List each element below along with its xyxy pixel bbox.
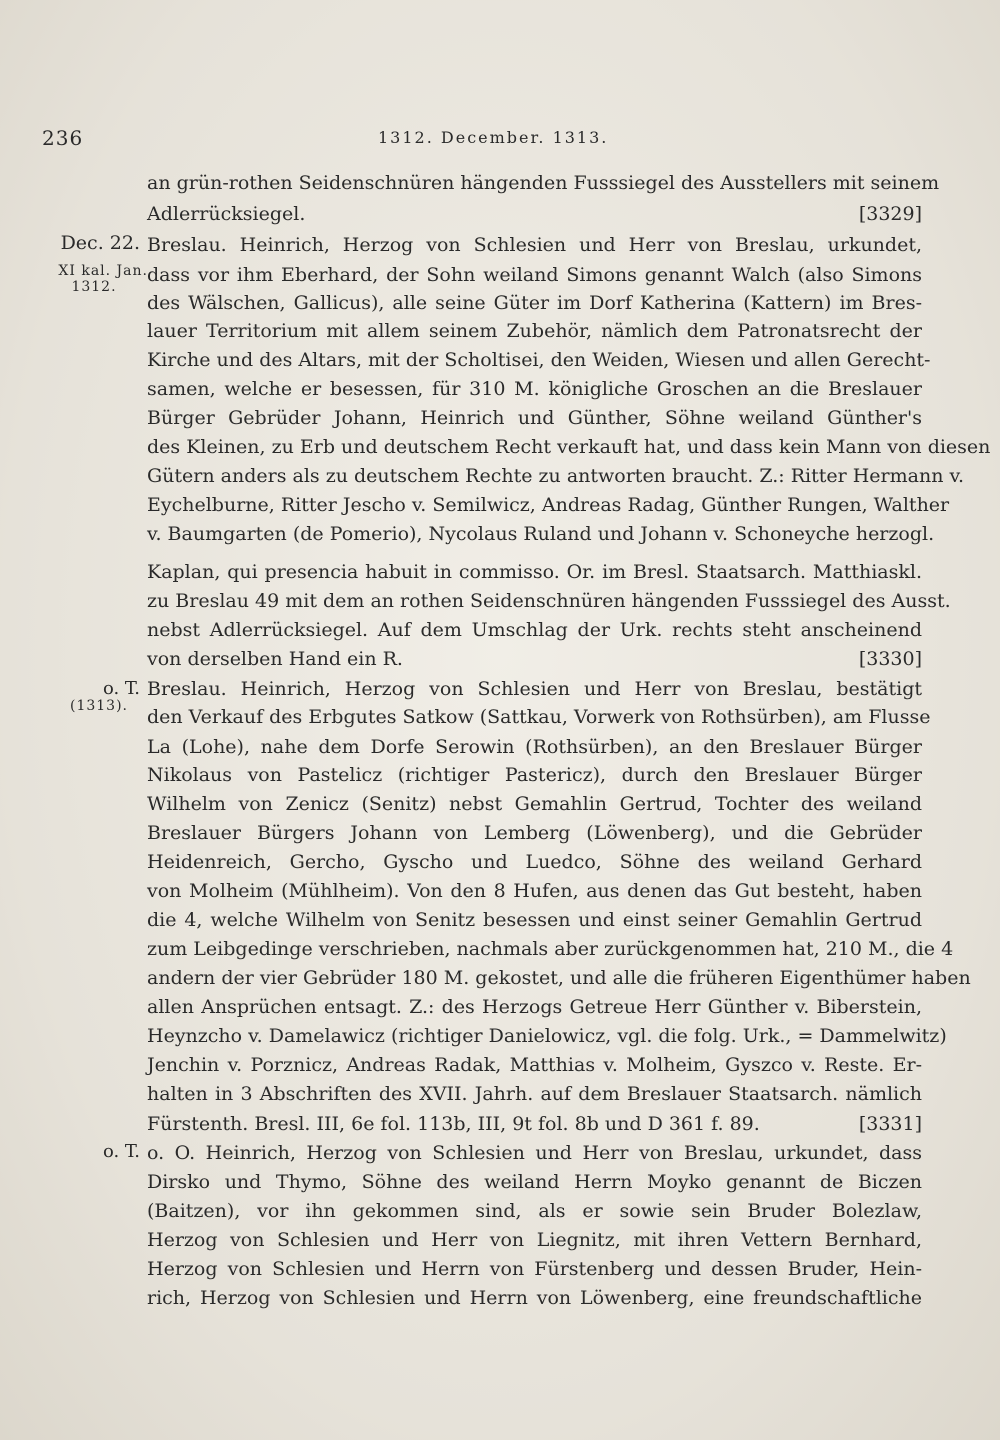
document-number: [3330]	[858, 648, 922, 670]
text-line: nebst Adlerrücksiegel. Auf dem Umschlag der Urk. rechts steht anscheinend	[147, 619, 922, 641]
text-line: Herzog von Schlesien und Herrn von Fürstenberg und dessen Bruder, Hein-	[147, 1258, 922, 1280]
margin-kal-3330: XI kal. Jan.	[58, 263, 148, 279]
text-line: halten in 3 Abschriften des XVII. Jahrh. auf dem Breslauer Staatsarch. nämlich	[147, 1083, 922, 1105]
text-line: (Baitzen), vor ihn gekommen sind, als er sowie sein Bruder Bolezlaw,	[147, 1200, 922, 1222]
text-line: die 4, welche Wilhelm von Senitz besessen und einst seiner Gemahlin Gertrud	[147, 909, 922, 931]
text-line-content: von derselben Hand ein R.	[147, 648, 403, 670]
margin-year-3331: (1313).	[69, 698, 128, 714]
text-line: Nikolaus von Pastelicz (richtiger Pastericz), durch den Breslauer Bürger	[147, 764, 922, 786]
document-number: [3331]	[858, 1113, 922, 1135]
document-number: [3329]	[858, 203, 922, 225]
text-line: Heidenreich, Gercho, Gyscho und Luedco, Söhne des weiland Gerhard	[147, 851, 922, 873]
text-line: v. Baumgarten (de Pomerio), Nycolaus Ruland und Johann v. Schoneyche herzogl.	[147, 523, 935, 545]
text-line: Gütern anders als zu deutschem Rechte zu antworten braucht. Z.: Ritter Hermann v.	[147, 465, 964, 487]
margin-ot-3331: o. T.	[102, 678, 140, 699]
text-line	[147, 646, 922, 672]
text-line: des Wälschen, Gallicus), alle seine Güter im Dorf Katherina (Kattern) im Bres-	[147, 292, 922, 314]
text-line: Dirsko und Thymo, Söhne des weiland Herrn Moyko genannt de Biczen	[147, 1171, 922, 1193]
margin-year-3330: 1312.	[71, 279, 117, 295]
text-line: Herzog von Schlesien und Herr von Liegnitz, mit ihren Vettern Bernhard,	[147, 1229, 922, 1251]
text-line: den Verkauf des Erbgutes Satkow (Sattkau, Vorwerk von Rothsürben), am Flusse	[147, 706, 931, 728]
page-header	[42, 126, 922, 154]
text-line: des Kleinen, zu Erb und deutschem Recht verkauft hat, und dass kein Mann von diesen	[147, 436, 991, 458]
text-line: zum Leibgedinge verschrieben, nachmals aber zurückgenommen hat, 210 M., die 4	[147, 938, 954, 960]
text-line: o. O. Heinrich, Herzog von Schlesien und Herr von Breslau, urkundet, dass	[147, 1142, 922, 1164]
text-line: Kirche und des Altars, mit der Scholtisei, den Weiden, Wiesen und allen Gerecht-	[147, 349, 931, 371]
text-line: dass vor ihm Eberhard, der Sohn weiland Simons genannt Walch (also Simons	[147, 264, 922, 286]
text-line: Wilhelm von Zenicz (Senitz) nebst Gemahlin Gertrud, Tochter des weiland	[147, 793, 922, 815]
text-line-content: Fürstenth. Bresl. III, 6e fol. 113b, III, 9t fol. 8b und D 361 f. 89.	[147, 1113, 760, 1135]
running-title: 1312. December. 1313.	[378, 128, 609, 147]
text-line: lauer Territorium mit allem seinem Zubehör, nämlich dem Patronatsrecht der	[147, 320, 922, 342]
text-line: Heynzcho v. Damelawicz (richtiger Danielowicz, vgl. die folg. Urk., = Dammelwitz)	[147, 1025, 947, 1047]
text-line: samen, welche er besessen, für 310 M. königliche Groschen an die Breslauer	[147, 378, 922, 400]
text-line: andern der vier Gebrüder 180 M. gekostet, und alle die früheren Eigenthümer haben	[147, 967, 971, 989]
text-line: Breslau. Heinrich, Herzog von Schlesien und Herr von Breslau, urkundet,	[147, 234, 922, 256]
text-line: an grün-rothen Seidenschnüren hängenden Fusssiegel des Ausstellers mit seinem	[147, 172, 940, 194]
text-line	[147, 1111, 922, 1137]
text-line: Eychelburne, Ritter Jescho v. Semilwicz, Andreas Radag, Günther Rungen, Walther	[147, 494, 950, 516]
text-line-content: Adlerrücksiegel.	[147, 203, 306, 225]
text-line: Breslauer Bürgers Johann von Lemberg (Löwenberg), und die Gebrüder	[147, 822, 922, 844]
text-line: von Molheim (Mühlheim). Von den 8 Hufen, aus denen das Gut besteht, haben	[147, 880, 922, 902]
text-line: Breslau. Heinrich, Herzog von Schlesien und Herr von Breslau, bestätigt	[147, 678, 922, 700]
text-line: Kaplan, qui presencia habuit in commisso. Or. im Bresl. Staatsarch. Matthiaskl.	[147, 561, 922, 583]
text-line: Bürger Gebrüder Johann, Heinrich und Günther, Söhne weiland Günther's	[147, 407, 922, 429]
text-line: rich, Herzog von Schlesien und Herrn von Löwenberg, eine freundschaftliche	[147, 1287, 922, 1309]
text-line: Jenchin v. Porznicz, Andreas Radak, Matthias v. Molheim, Gyszco v. Reste. Er-	[147, 1054, 922, 1076]
text-line: La (Lohe), nahe dem Dorfe Serowin (Rothsürben), an den Breslauer Bürger	[147, 736, 922, 758]
text-line: zu Breslau 49 mit dem an rothen Seidenschnüren hängenden Fusssiegel des Ausst.	[147, 590, 951, 612]
text-line: allen Ansprüchen entsagt. Z.: des Herzogs Getreue Herr Günther v. Biberstein,	[147, 996, 922, 1018]
text-line	[147, 201, 922, 227]
page-number: 236	[42, 126, 84, 150]
margin-date-3330: Dec. 22.	[60, 232, 140, 254]
margin-ot-3332: o. T.	[102, 1141, 140, 1162]
